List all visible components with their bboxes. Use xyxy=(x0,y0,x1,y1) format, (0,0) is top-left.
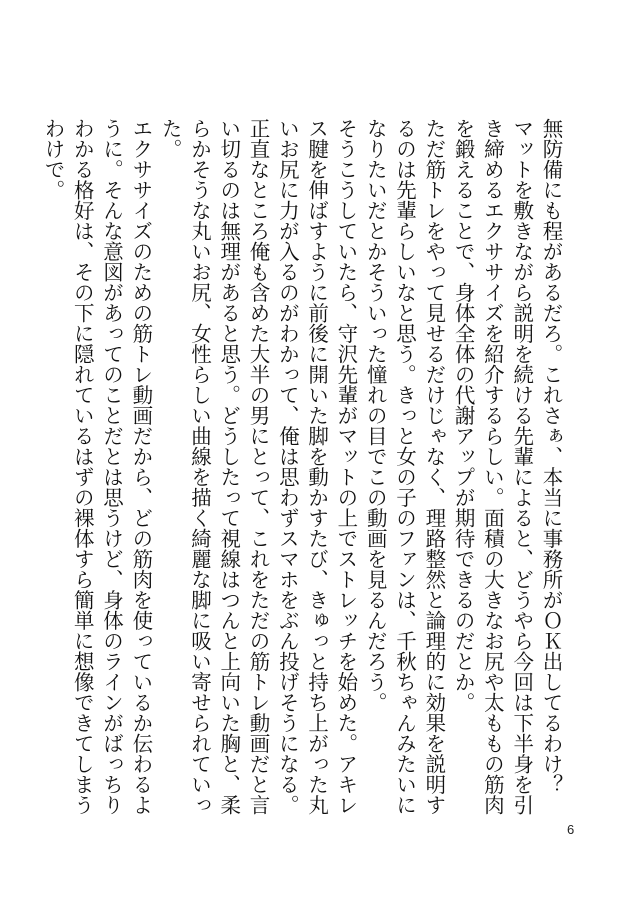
vertical-text-body xyxy=(38,118,565,816)
paragraph-1: 無防備にも程があるだろ。これさぁ、本当に事務所がＯＫ出してるわけ？ xyxy=(539,118,563,795)
paragraph-2: マットを敷きながら説明を続ける先輩によると、どうやら今回は下半身を引き締めるエクササイズを紹介するらしい。面積の大きなお尻や太ももの筋肉を鍛えることで、身体全体の代謝アップが期待できるのだとか。 xyxy=(451,118,534,815)
paragraph-6: エクササイズのための筋トレ動画だから、どの筋肉を使っているか伝わるように。そんな意図があってのことだとは思うけど、身体のラインがばっちりわかる格好は、その下に隠れているはずの裸体すら簡単に想像できてしまうわけで。 xyxy=(40,118,153,815)
paragraph-3: ただ筋トレをやって見せるだけじゃなく、理路整然と論理的に効果を説明するのは先輩らしいなと思う。きっと女の子のファンは、千秋ちゃんみたいになりたいだとかそういった憧れの目でこの動画を見るんだろう。 xyxy=(363,118,446,815)
paragraph-5: 正直なところ俺も含めた大半の男にとって、これをただの筋トレ動画だと言い切るのは無理があると思う。どうしたって視線はつんと上向いた胸と、柔らかそうな丸いお尻、女性らしい曲線を描く綺麗な脚に吸い寄せられていった。 xyxy=(158,118,271,815)
paragraph-4: そうこうしていたら、守沢先輩がマットの上でストレッチを始めた。アキレス腱を伸ばすように前後に開いた脚を動かすたび、きゅっと持ち上がった丸いお尻に力が入るのがわかって、俺は思わずスマホをぶん投げそうになる。 xyxy=(275,118,358,815)
page-number: 6 xyxy=(567,822,575,837)
